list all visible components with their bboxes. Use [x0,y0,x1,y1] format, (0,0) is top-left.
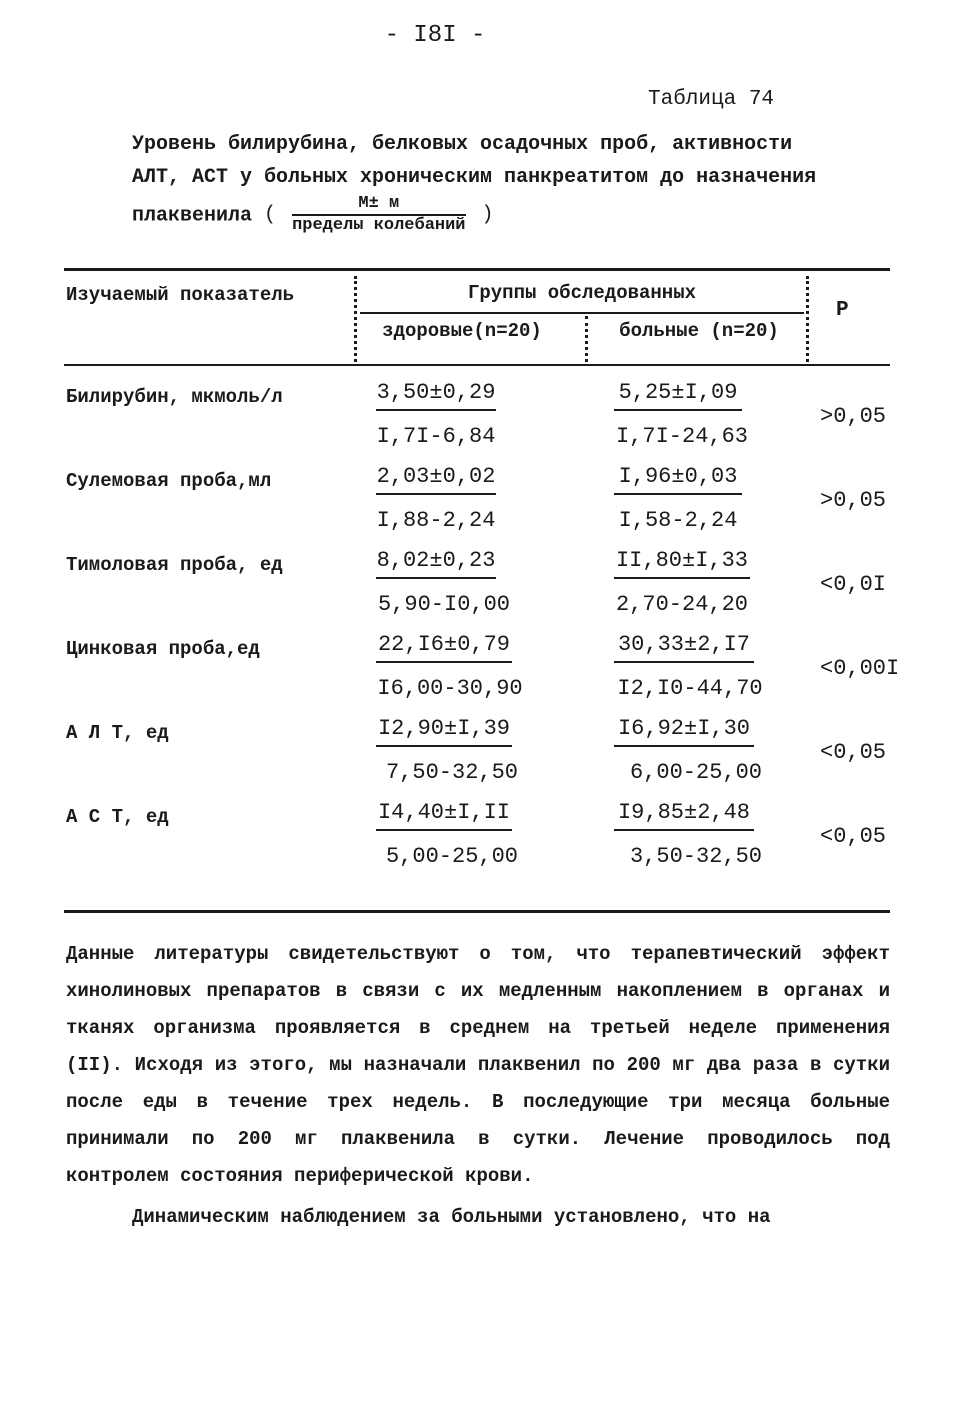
p-value: >0,05 [820,404,887,429]
p-value: <0,05 [820,824,887,849]
body-paragraph: Динамическим наблюдением за больными установлено, что на [132,1206,771,1228]
paren-close: ) [481,203,494,227]
caption-fraction [292,194,465,236]
p-value: >0,05 [820,488,887,513]
patients-mean: I6,92±I,30 [614,716,754,747]
patients-mean: 30,33±2,I7 [614,632,754,663]
healthy-mean: 22,I6±0,79 [376,632,512,663]
patients-range: 2,70-24,20 [615,592,749,617]
patients-mean: I9,85±2,48 [614,800,754,831]
healthy-mean: 8,02±0,23 [376,548,496,579]
patients-mean: I,96±0,03 [614,464,742,495]
header-separator-middle [585,316,588,362]
table-top-rule [64,268,890,271]
caption-text: Уровень билирубина, белковых осадочных проб, активности АЛТ, АСТ у больных хроническим панкреатитом до назначения плаквенила [132,133,817,228]
healthy-range: I,88-2,24 [376,508,496,533]
paren-open: ( [264,203,277,227]
healthy-mean: 3,50±0,29 [376,380,496,411]
header-separator-right [806,276,809,362]
fraction-numerator: М± м [292,194,465,216]
header-separator-left [354,276,357,362]
patients-mean: 5,25±I,09 [614,380,742,411]
header-groups-rule [360,312,804,314]
row-label: Тимоловая проба, ед [66,554,283,576]
patients-mean: II,80±I,33 [614,548,750,579]
row-label: Билирубин, мкмоль/л [66,386,283,408]
page-number: - I8I - [384,22,486,49]
header-indicator: Изучаемый показатель [66,284,295,306]
table-label: Таблица 74 [648,88,775,111]
body-text [66,936,890,1236]
row-label: А Л Т, ед [66,722,169,744]
table-caption [132,128,832,236]
row-label: Цинковая проба,ед [66,638,260,660]
header-p: Р [836,299,849,322]
p-value: <0,00I [820,656,900,681]
row-label: Сулемовая проба,мл [66,470,272,492]
patients-range: I2,I0-44,70 [617,676,763,701]
healthy-mean: 2,03±0,02 [376,464,496,495]
patients-range: I,7I-24,63 [615,424,749,449]
table-bottom-rule [64,910,890,913]
patients-range: I,58-2,24 [618,508,738,533]
healthy-range: 7,50-32,50 [385,760,519,785]
healthy-range: I,7I-6,84 [376,424,496,449]
body-paragraph: Данные литературы свидетельствуют о том, что терапевтический эффект хинолиновых препаратов в связи с их медленным накоплением в органах и тканях организма проявляется в среднем на третьей неделе применения (II). Исходя из этого, мы назначали плаквенил по 200 мг два раза в сутки после еды в течение трех недель. В последующие три месяца больные принимали по 200 мг плаквенила в сутки. Лечение проводилось под контролем состояния периферической крови. [66,943,890,1187]
healthy-mean: I2,90±I,39 [376,716,512,747]
healthy-mean: I4,40±I,II [376,800,512,831]
p-value: <0,0I [820,572,887,597]
row-label: А С Т, ед [66,806,169,828]
patients-range: 6,00-25,00 [629,760,763,785]
fraction-denominator: пределы колебаний [292,216,466,235]
table-header-rule [64,364,890,366]
healthy-range: 5,90-I0,00 [377,592,511,617]
header-groups: Группы обследованных [467,282,697,304]
p-value: <0,05 [820,740,887,765]
healthy-range: I6,00-30,90 [377,676,523,701]
header-patients: больные (n=20) [619,320,779,342]
header-healthy: здоровые(n=20) [382,320,542,342]
healthy-range: 5,00-25,00 [385,844,519,869]
patients-range: 3,50-32,50 [629,844,763,869]
